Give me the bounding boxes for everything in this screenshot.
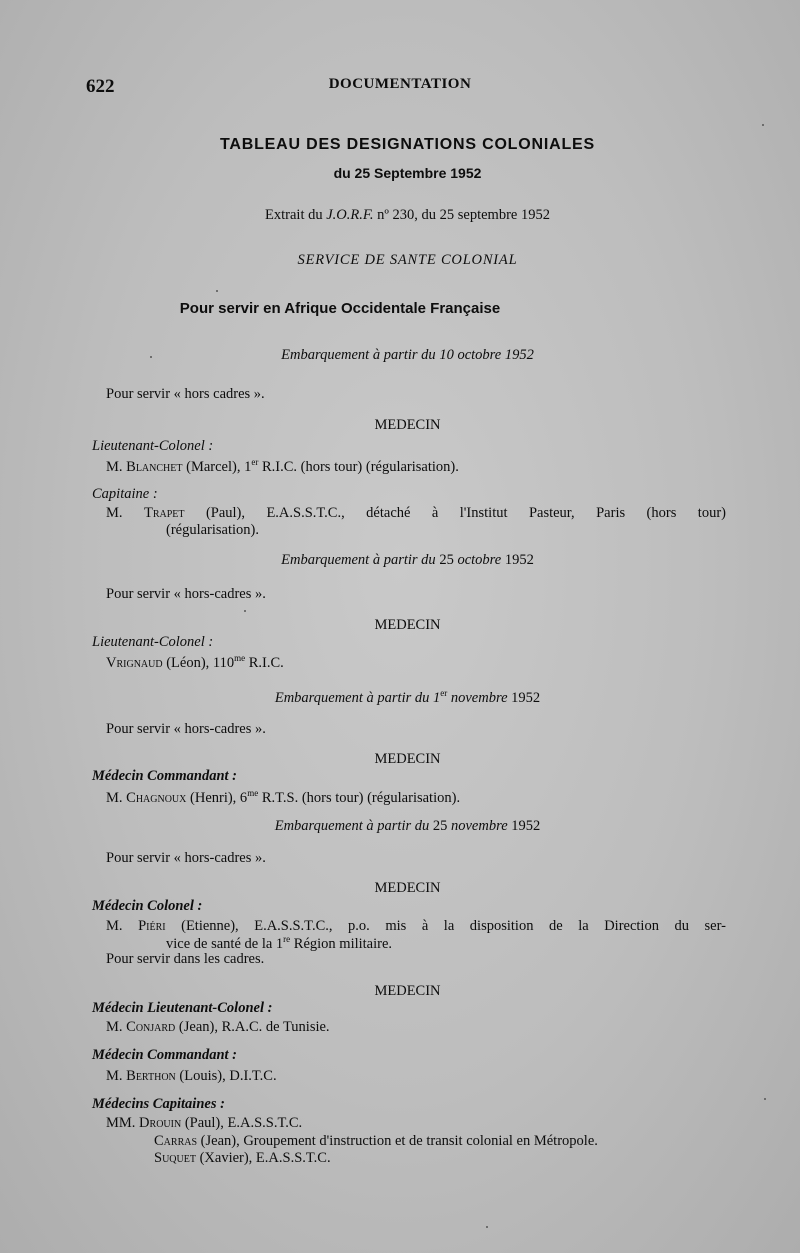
print-speck (764, 1098, 766, 1100)
rank-label: Capitaine : (92, 486, 158, 502)
rank-label: Médecins Capitaines : (92, 1096, 225, 1112)
assignment-line: Pour servir « hors cadres ». (106, 386, 265, 402)
embarkation-line: Embarquement à partir du 25 octobre 1952 (281, 552, 534, 568)
print-speck (762, 124, 764, 126)
rank-label: Médecin Lieutenant-Colonel : (92, 1000, 273, 1016)
grade-heading: MEDECIN (374, 751, 441, 767)
person-entry: M. Chagnoux (Henri), $6^{me}$ R.T.S. (hors tour) (régularisation). (106, 788, 461, 806)
page-number: 622 (86, 76, 115, 97)
grade-heading: MEDECIN (374, 880, 441, 896)
assignment-line: Pour servir dans les cadres. (106, 951, 265, 967)
rank-label: Médecin Commandant : (92, 768, 238, 784)
embarkation-line: Embarquement à partir du 25 novembre 1952 (274, 818, 541, 834)
service-heading: SERVICE DE SANTE COLONIAL (297, 252, 518, 268)
rank-label: Lieutenant-Colonel : (92, 634, 214, 650)
person-entry: Suquet (Xavier), E.A.S.S.T.C. (154, 1150, 331, 1166)
person-entry: MM. Drouin (Paul), E.A.S.S.T.C. (106, 1115, 303, 1131)
print-speck (244, 610, 246, 612)
person-entry: Carras (Jean), Groupement d'instruction et de transit colonial en Métropole. (154, 1133, 598, 1149)
embarkation-line: Embarquement à partir du 10 octobre 1952 (281, 347, 534, 363)
person-entry: M. Piéri (Etienne), E.A.S.S.T.C., p.o. mis à la disposition de la Direction du ser- (106, 918, 726, 934)
person-entry: Vrignaud (Léon), $110^{me}$ R.I.C. (106, 653, 284, 671)
rank-label: Médecin Colonel : (92, 898, 203, 914)
region-heading: Pour servir en Afrique Occidentale Française (179, 300, 501, 317)
print-speck (486, 1226, 488, 1228)
grade-heading: MEDECIN (374, 983, 441, 999)
person-entry: M. Conjard (Jean), R.A.C. de Tunisie. (106, 1019, 330, 1035)
print-speck (216, 290, 218, 292)
main-subtitle: du 25 Septembre 1952 (333, 165, 482, 181)
embarkation-line: Embarquement à partir du 1er novembre 1952 (274, 688, 541, 706)
assignment-line: Pour servir « hors-cadres ». (106, 721, 266, 737)
person-entry-continuation: vice de santé de la 1re Région militaire. (166, 934, 393, 952)
person-entry-continuation: (régularisation). (166, 522, 260, 538)
rank-label: Médecin Commandant : (92, 1047, 238, 1063)
person-entry: M. Berthon (Louis), D.I.T.C. (106, 1068, 277, 1084)
assignment-line: Pour servir « hors-cadres ». (106, 850, 266, 866)
rank-label: Lieutenant-Colonel : (92, 438, 214, 454)
source-line: Extrait du J.O.R.F. nº 230, du 25 septembre 1952 (265, 207, 550, 223)
grade-heading: MEDECIN (374, 617, 441, 633)
person-entry: M. Blanchet (Marcel), 1er R.I.C. (hors tour) (régularisation). (106, 457, 459, 475)
print-speck (150, 356, 152, 358)
grade-heading: MEDECIN (374, 417, 441, 433)
person-entry: M. Trapet (Paul), E.A.S.S.T.C., détaché à l'Institut Pasteur, Paris (hors tour) (106, 505, 726, 521)
main-title: TABLEAU DES DESIGNATIONS COLONIALES (220, 136, 595, 153)
assignment-line: Pour servir « hors-cadres ». (106, 586, 266, 602)
running-title: DOCUMENTATION (328, 76, 472, 92)
